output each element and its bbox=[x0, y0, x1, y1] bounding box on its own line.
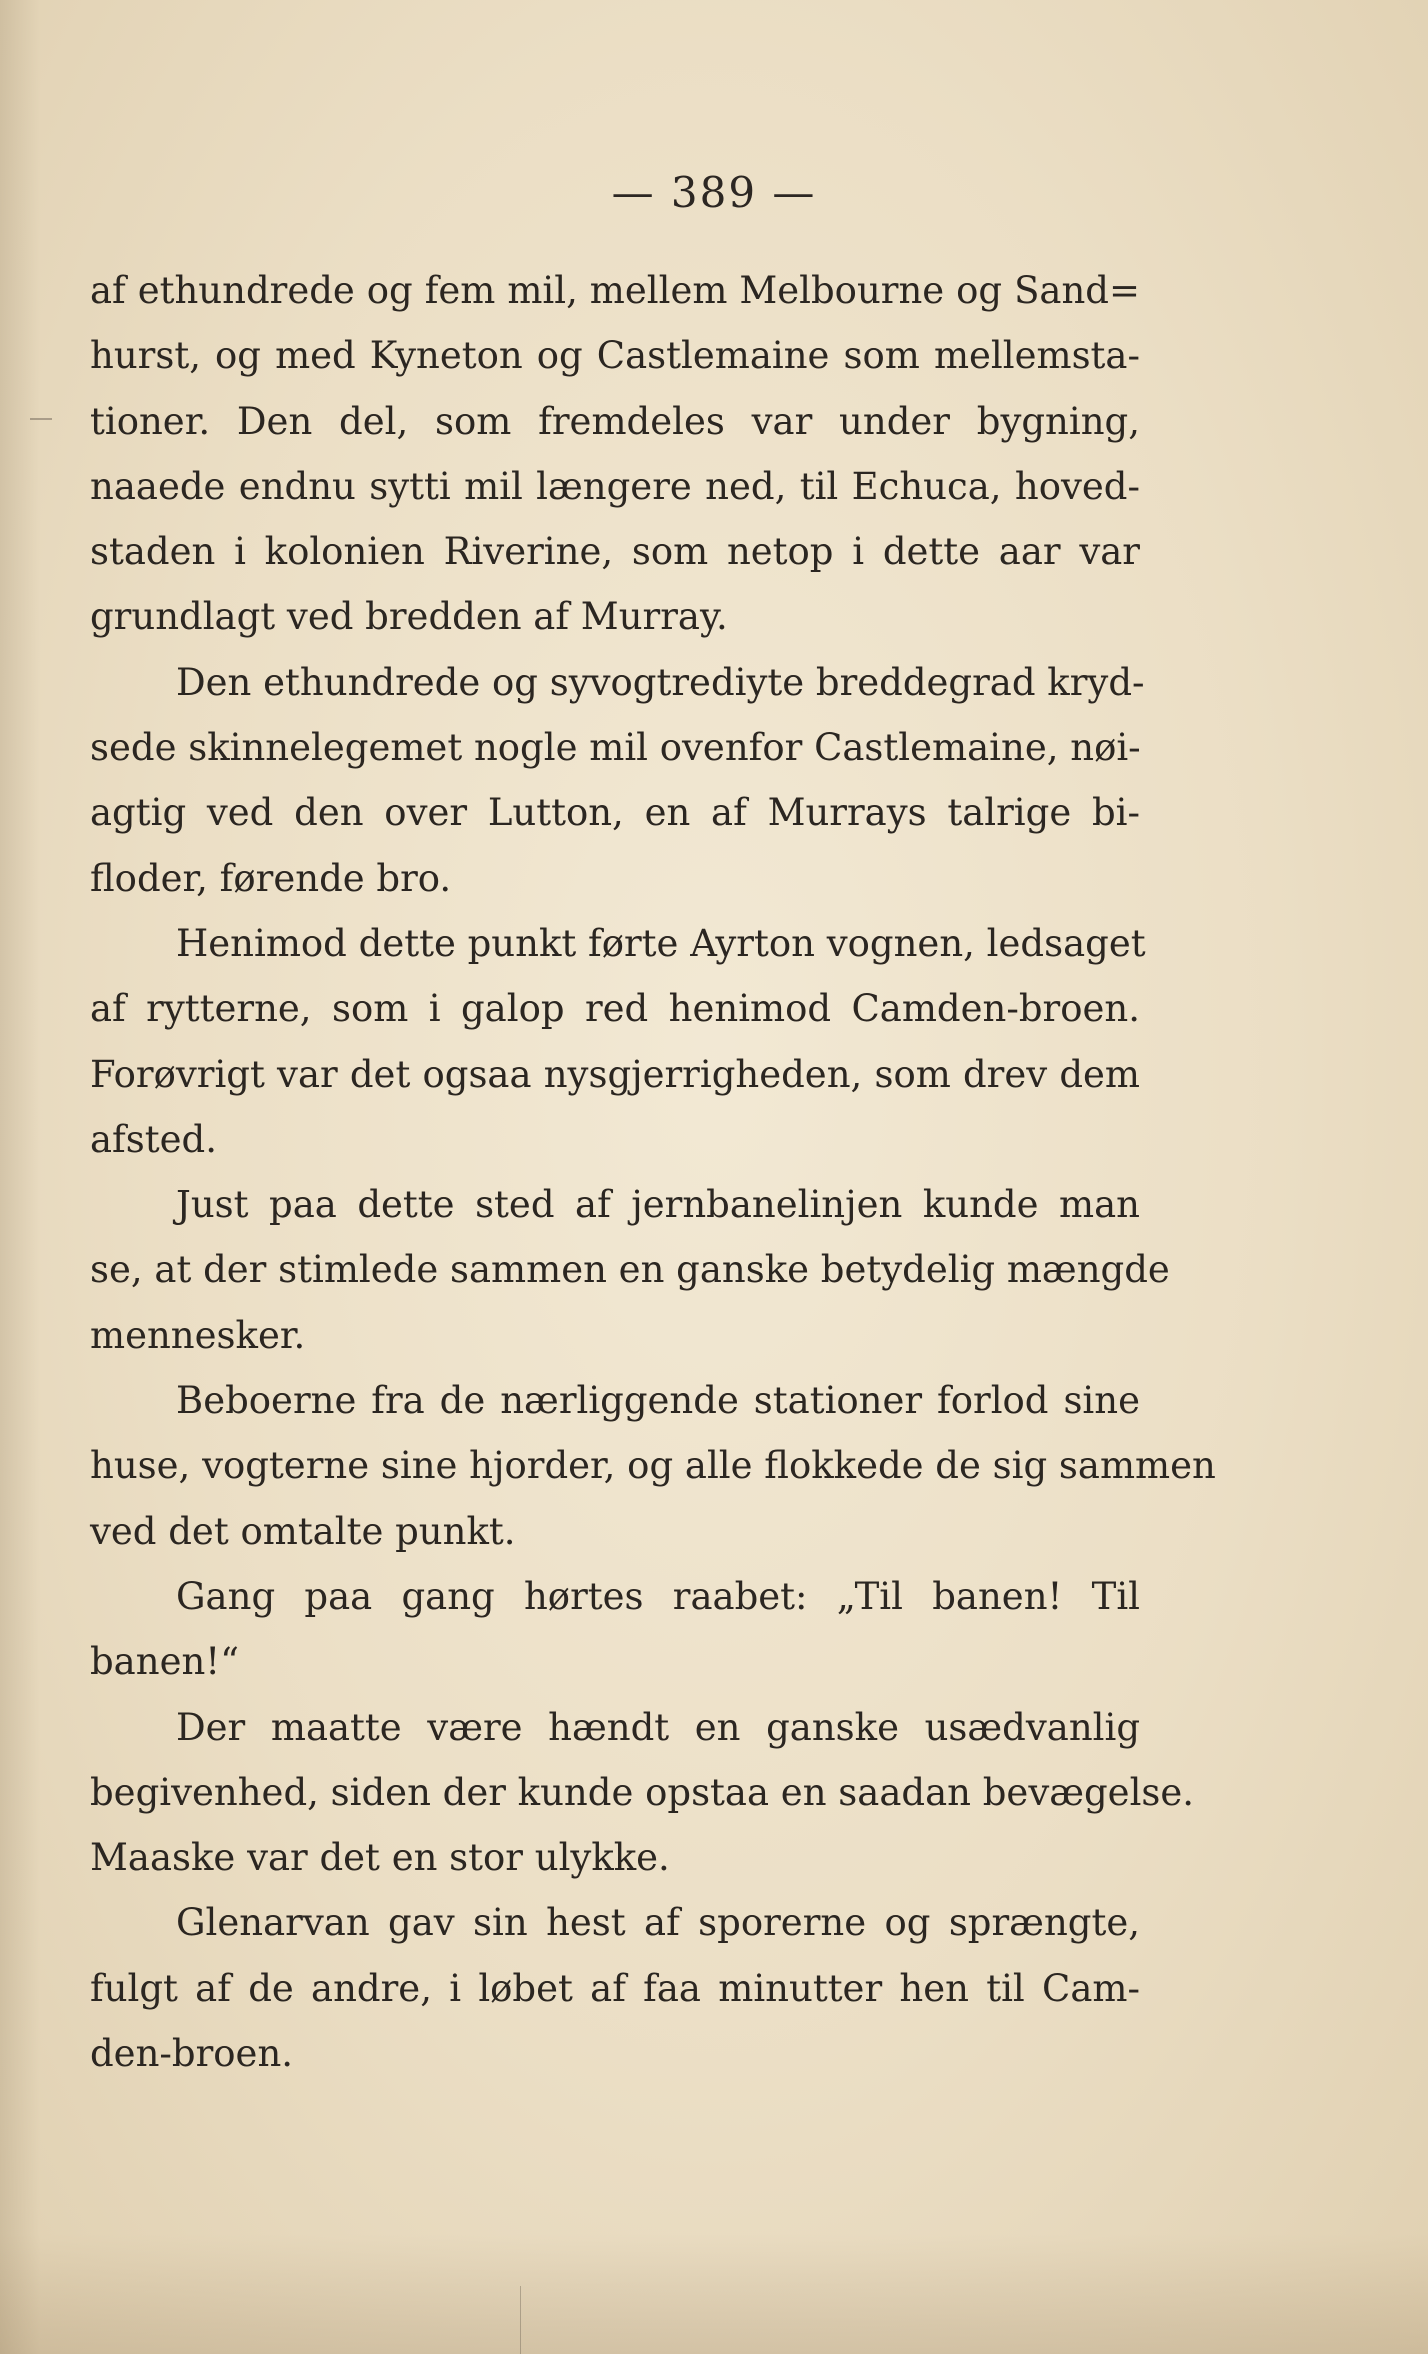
text-line: afsted. bbox=[90, 1117, 217, 1161]
text-line: begivenhed, siden der kunde opstaa en saadan bevægelse. bbox=[90, 1770, 1195, 1814]
margin-mark bbox=[30, 418, 52, 420]
text-line: staden i kolonien Riverine, som netop i dette aar var bbox=[90, 530, 1140, 574]
text-line: agtig ved den over Lutton, en af Murrays talrige bi- bbox=[90, 791, 1140, 835]
text-line: huse, vogterne sine hjorder, og alle flokkede de sig sammen bbox=[90, 1444, 1216, 1488]
body-text bbox=[90, 258, 1216, 2086]
text-line: sede skinnelegemet nogle mil ovenfor Castlemaine, nøi- bbox=[90, 726, 1141, 770]
text-line: ved det omtalte punkt. bbox=[90, 1509, 516, 1553]
text-line: Forøvrigt var det ogsaa nysgjerrigheden, som drev dem bbox=[90, 1052, 1140, 1096]
text-line: grundlagt ved bredden af Murray. bbox=[90, 595, 728, 639]
text-line: Den ethundrede og syvogtrediyte breddegrad kryd- bbox=[176, 660, 1145, 704]
text-line: naaede endnu sytti mil længere ned, til Echuca, hoved- bbox=[90, 464, 1140, 508]
text-line: tioner. Den del, som fremdeles var under bygning, bbox=[90, 399, 1140, 443]
text-line: fulgt af de andre, i løbet af faa minutter hen til Cam- bbox=[90, 1966, 1140, 2010]
bottom-shadow bbox=[0, 2234, 1428, 2354]
text-line: mennesker. bbox=[90, 1313, 306, 1357]
text-line: af rytterne, som i galop red henimod Camden-broen. bbox=[90, 987, 1140, 1031]
spine-shadow bbox=[0, 0, 40, 2354]
text-line: af ethundrede og fem mil, mellem Melbourne og Sand= bbox=[90, 269, 1140, 312]
page-number: — 389 — bbox=[611, 168, 817, 217]
text-line: den-broen. bbox=[90, 2032, 294, 2076]
text-line: Henimod dette punkt førte Ayrton vognen, ledsaget bbox=[176, 921, 1146, 965]
text-line: banen!“ bbox=[90, 1640, 240, 1684]
text-line: Der maatte være hændt en ganske usædvanlig bbox=[176, 1705, 1140, 1749]
text-line: se, at der stimlede sammen en ganske betydelig mængde bbox=[90, 1248, 1170, 1292]
text-line: Just paa dette sted af jernbanelinjen kunde man bbox=[176, 1183, 1140, 1227]
text-line: Maaske var det en stor ulykke. bbox=[90, 1836, 670, 1880]
page-edge-line bbox=[520, 2286, 521, 2354]
text-line: Gang paa gang hørtes raabet: „Til banen! Til bbox=[176, 1574, 1140, 1618]
text-line: floder, førende bro. bbox=[90, 856, 452, 900]
text-line: Glenarvan gav sin hest af sporerne og sprængte, bbox=[176, 1901, 1140, 1945]
text-line: hurst, og med Kyneton og Castlemaine som mellemsta- bbox=[90, 334, 1140, 378]
text-line: Beboerne fra de nærliggende stationer forlod sine bbox=[176, 1379, 1140, 1423]
